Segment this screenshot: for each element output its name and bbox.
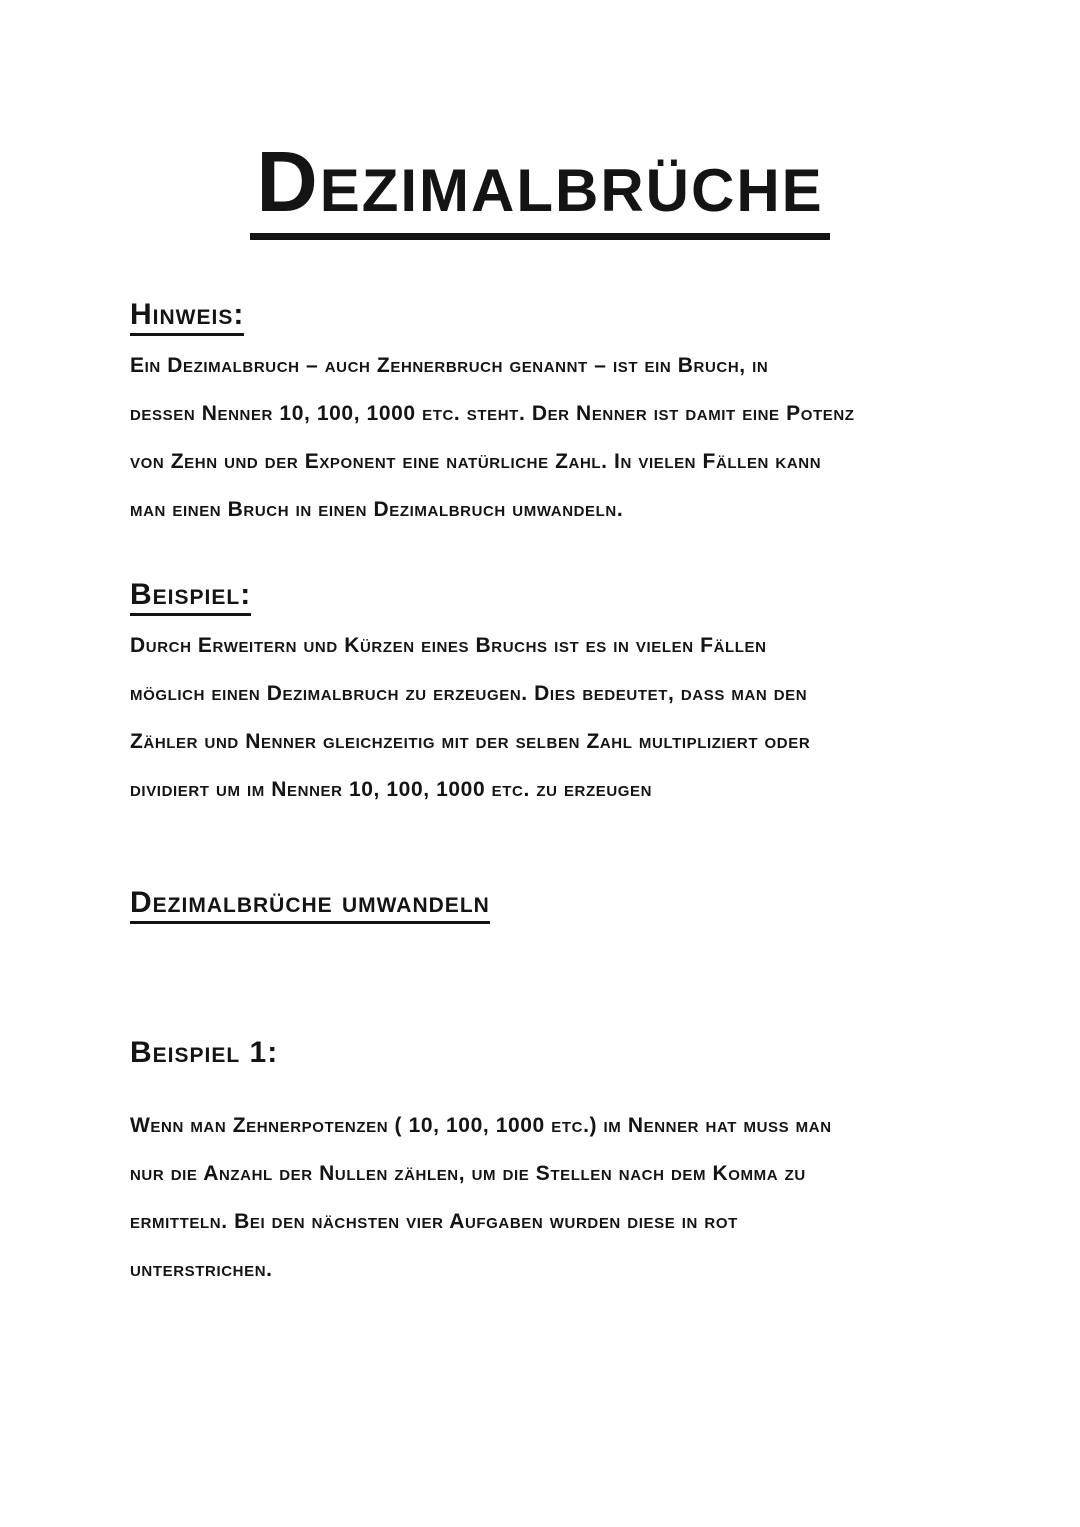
section-hinweis <box>130 298 970 534</box>
text-line: dessen Nenner 10, 100, 1000 etc. steht. Der Nenner ist damit eine Potenz <box>130 402 855 425</box>
text-line: Zähler und Nenner gleichzeitig mit der selben Zahl multipliziert oder <box>130 730 811 753</box>
text-line: möglich einen Dezimalbruch zu erzeugen. Dies bedeutet, dass man den <box>130 682 808 705</box>
text-line: dividiert um im Nenner 10, 100, 1000 etc. zu erzeugen <box>130 778 653 801</box>
paragraph-beispiel <box>130 622 970 814</box>
section-beispiel <box>130 578 970 814</box>
page-content <box>130 298 970 1294</box>
heading-beispiel: Beispiel: <box>130 578 251 616</box>
text-line: von Zehn und der Exponent eine natürliche Zahl. In vielen Fällen kann <box>130 450 822 473</box>
paragraph-beispiel-1 <box>130 1102 970 1294</box>
text-line: man einen Bruch in einen Dezimalbruch umwandeln. <box>130 498 624 521</box>
text-line: Durch Erweitern und Kürzen eines Bruchs ist es in vielen Fällen <box>130 634 767 657</box>
title-wrap <box>0 135 1080 240</box>
heading-hinweis: Hinweis: <box>130 298 244 336</box>
heading-beispiel-1: Beispiel 1: <box>130 1036 279 1069</box>
page-title: Dezimalbrüche <box>250 140 829 240</box>
heading-umwandeln: Dezimalbrüche umwandeln <box>130 886 490 924</box>
text-line: unterstrichen. <box>130 1258 273 1281</box>
section-beispiel-1 <box>130 1036 970 1294</box>
paragraph-hinweis <box>130 342 970 534</box>
text-line: Ein Dezimalbruch – auch Zehnerbruch genannt – ist ein Bruch, in <box>130 354 769 377</box>
text-line: nur die Anzahl der Nullen zählen, um die Stellen nach dem Komma zu <box>130 1162 806 1185</box>
text-line: ermitteln. Bei den nächsten vier Aufgaben wurden diese in rot <box>130 1210 738 1233</box>
section-umwandeln <box>130 886 970 924</box>
text-line: Wenn man Zehnerpotenzen ( 10, 100, 1000 etc.) im Nenner hat muss man <box>130 1114 832 1137</box>
